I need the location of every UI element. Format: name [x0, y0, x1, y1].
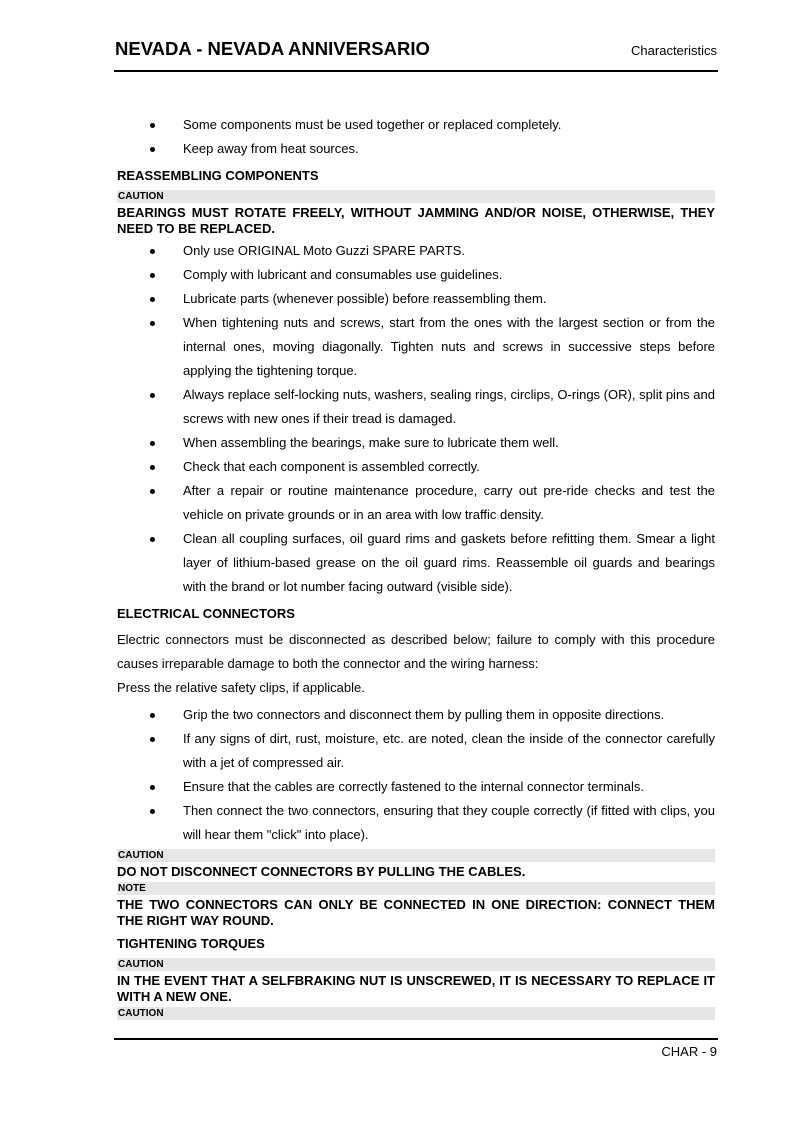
- caution-label: CAUTION: [117, 1007, 715, 1020]
- list-item-text: Comply with lubricant and consumables use guidelines.: [183, 267, 503, 282]
- list-item: [117, 383, 715, 431]
- list-item: [117, 311, 715, 383]
- list-item: [117, 287, 715, 311]
- caution-label: CAUTION: [117, 958, 715, 971]
- caution-label: CAUTION: [117, 849, 715, 862]
- cables-caution-text: DO NOT DISCONNECT CONNECTORS BY PULLING THE CABLES.: [117, 864, 526, 879]
- bullet-icon: [150, 713, 155, 718]
- bullet-icon: [150, 785, 155, 790]
- list-item-text: Keep away from heat sources.: [183, 141, 359, 156]
- list-item-text: Then connect the two connectors, ensuring that they couple correctly (if fitted with clips, you will hear them "click" into place).: [183, 803, 715, 842]
- bullet-icon: [150, 537, 155, 542]
- list-item: [117, 479, 715, 527]
- list-item-text: Clean all coupling surfaces, oil guard rims and gaskets before refitting them. Smear a light layer of lithium-based grease on the oil guard rims. Reassemble oil guards and bearings with the brand or lot number facing outward (visible side).: [183, 531, 715, 594]
- electrical-paragraph: Electric connectors must be disconnected as described below; failure to comply with this procedure causes irreparable damage to both the connector and the wiring harness:: [117, 632, 715, 671]
- page-content: [117, 113, 715, 1020]
- bullet-icon: [150, 737, 155, 742]
- bullet-icon: [150, 809, 155, 814]
- torques-heading: TIGHTENING TORQUES: [117, 936, 265, 951]
- list-item-text: Some components must be used together or replaced completely.: [183, 117, 562, 132]
- note-label: NOTE: [117, 882, 715, 895]
- connectors-note-text: THE TWO CONNECTORS CAN ONLY BE CONNECTED IN ONE DIRECTION: CONNECT THEM THE RIGHT WAY ROUND.: [117, 897, 715, 928]
- section-name: Characteristics: [631, 43, 717, 58]
- bearings-caution-text: BEARINGS MUST ROTATE FREELY, WITHOUT JAMMING AND/OR NOISE, OTHERWISE, THEY NEED TO BE REPLACED.: [117, 205, 715, 236]
- footer-divider: [114, 1038, 718, 1040]
- list-item-text: When assembling the bearings, make sure to lubricate them well.: [183, 435, 559, 450]
- list-item: [117, 431, 715, 455]
- list-item: [117, 239, 715, 263]
- electrical-heading: ELECTRICAL CONNECTORS: [117, 606, 295, 621]
- header-divider: [114, 70, 718, 72]
- list-item: [117, 137, 715, 161]
- list-item: [117, 527, 715, 599]
- intro-bullet-list: [117, 113, 715, 161]
- bullet-icon: [150, 297, 155, 302]
- list-item: [117, 703, 715, 727]
- bullet-icon: [150, 489, 155, 494]
- reassembling-heading: REASSEMBLING COMPONENTS: [117, 168, 319, 183]
- bullet-icon: [150, 249, 155, 254]
- list-item: [117, 263, 715, 287]
- reassembling-bullet-list: [117, 239, 715, 599]
- list-item-text: Ensure that the cables are correctly fastened to the internal connector terminals.: [183, 779, 645, 794]
- list-item: [117, 727, 715, 775]
- list-item-text: When tightening nuts and screws, start from the ones with the largest section or from the internal ones, moving diagonally. Tighten nuts and screws in successive steps before applying the tightening torque.: [183, 315, 715, 378]
- bullet-icon: [150, 147, 155, 152]
- bullet-icon: [150, 441, 155, 446]
- selfbraking-nut-caution-text: IN THE EVENT THAT A SELFBRAKING NUT IS UNSCREWED, IT IS NECESSARY TO REPLACE IT WITH A NEW ONE.: [117, 973, 715, 1004]
- list-item-text: Lubricate parts (whenever possible) before reassembling them.: [183, 291, 547, 306]
- list-item: [117, 113, 715, 137]
- list-item-text: Check that each component is assembled correctly.: [183, 459, 480, 474]
- list-item-text: Always replace self-locking nuts, washers, sealing rings, circlips, O-rings (OR), split pins and screws with new ones if their tread is damaged.: [183, 387, 715, 426]
- bullet-icon: [150, 465, 155, 470]
- bullet-icon: [150, 393, 155, 398]
- bullet-icon: [150, 273, 155, 278]
- safety-clips-paragraph: Press the relative safety clips, if applicable.: [117, 680, 365, 695]
- bullet-icon: [150, 123, 155, 128]
- caution-label: CAUTION: [117, 190, 715, 203]
- list-item-text: Only use ORIGINAL Moto Guzzi SPARE PARTS.: [183, 243, 465, 258]
- page-number: CHAR - 9: [661, 1044, 717, 1059]
- list-item: [117, 799, 715, 847]
- list-item-text: If any signs of dirt, rust, moisture, etc. are noted, clean the inside of the connector carefully with a jet of compressed air.: [183, 731, 715, 770]
- list-item: [117, 775, 715, 799]
- document-title: NEVADA - NEVADA ANNIVERSARIO: [115, 38, 430, 59]
- electrical-bullet-list: [117, 703, 715, 847]
- list-item: [117, 455, 715, 479]
- bullet-icon: [150, 321, 155, 326]
- list-item-text: After a repair or routine maintenance procedure, carry out pre-ride checks and test the vehicle on private grounds or in an area with low traffic density.: [183, 483, 715, 522]
- list-item-text: Grip the two connectors and disconnect them by pulling them in opposite directions.: [183, 707, 665, 722]
